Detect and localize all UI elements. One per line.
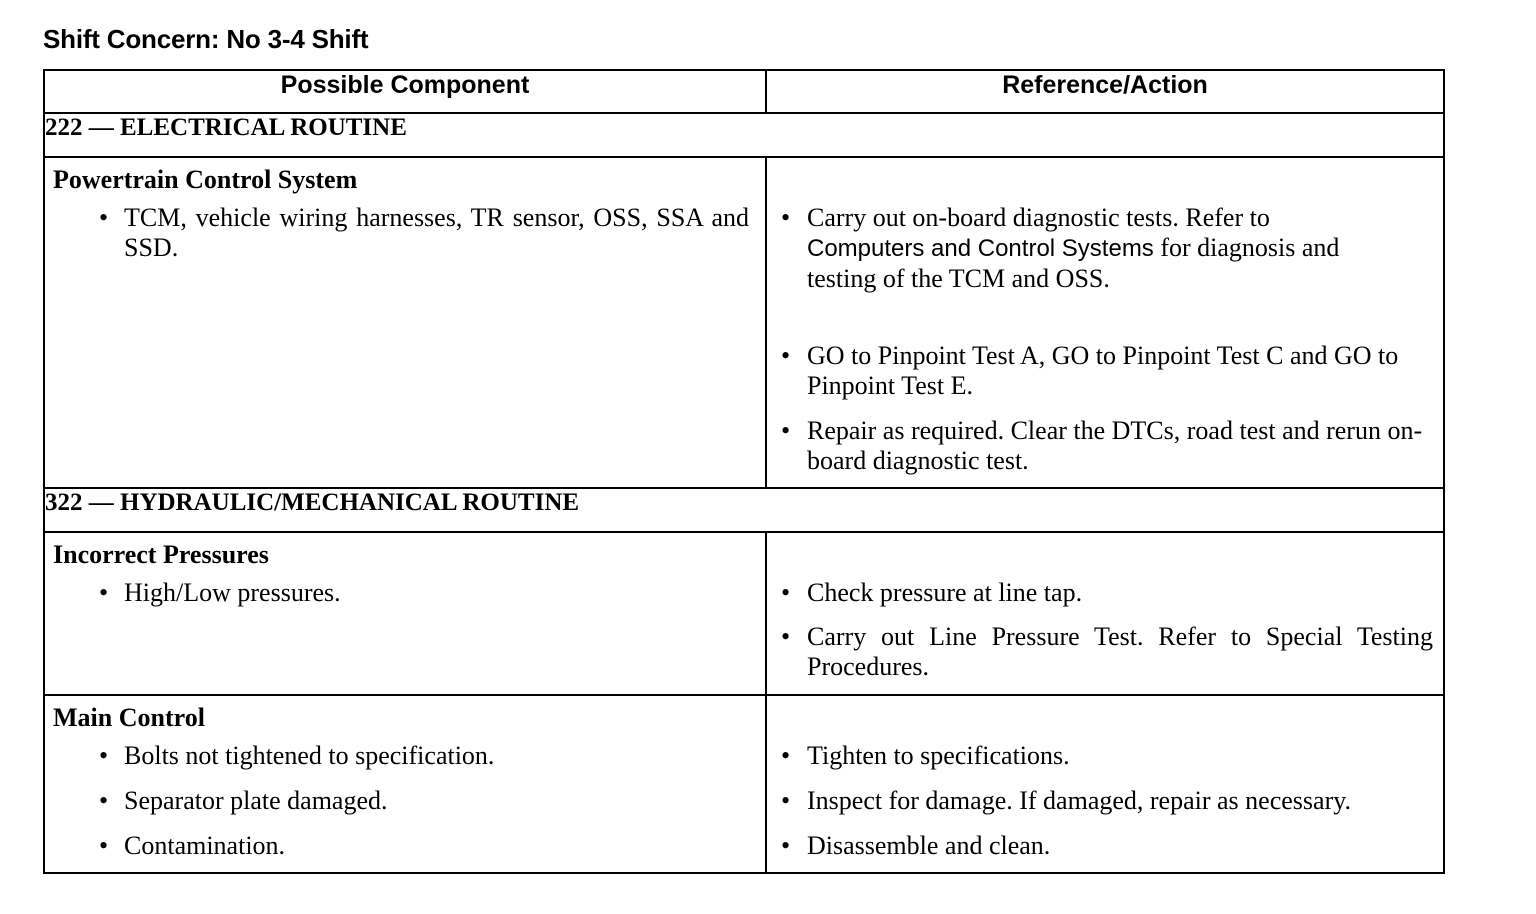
- bullet-glyph: •: [781, 203, 791, 232]
- list-item: [45, 578, 765, 608]
- action-item-text: Check pressure at line tap.: [807, 578, 1083, 607]
- bullet-glyph: •: [781, 741, 791, 770]
- list-item: [767, 741, 1443, 771]
- action-item-text: Carry out Line Pressure Test. Refer to Special Testing Procedures.: [807, 622, 1433, 681]
- bullet-glyph: •: [781, 622, 791, 651]
- bullet-glyph: •: [781, 831, 791, 860]
- column-header-possible-component: Possible Component: [44, 70, 766, 113]
- action-item-text: Disassemble and clean.: [807, 831, 1051, 860]
- list-item: [767, 416, 1443, 476]
- component-item-text: TCM, vehicle wiring harnesses, TR sensor, OSS, SSA and SSD.: [124, 203, 749, 262]
- component-heading: Main Control: [53, 703, 205, 732]
- component-heading: Incorrect Pressures: [53, 540, 269, 569]
- component-item-text: High/Low pressures.: [124, 578, 341, 607]
- action-cell-powertrain: [766, 157, 1444, 488]
- reference-link-computers-control-systems[interactable]: Computers and Control Systems: [807, 235, 1154, 262]
- bullet-glyph: •: [99, 203, 109, 232]
- component-item-text: Bolts not tightened to specification.: [124, 741, 495, 770]
- list-item: [45, 786, 765, 816]
- list-item: [45, 741, 765, 771]
- page-title: Shift Concern: No 3-4 Shift: [43, 24, 369, 54]
- component-heading: Powertrain Control System: [53, 165, 358, 194]
- column-header-reference-action: Reference/Action: [766, 70, 1444, 113]
- bullet-glyph: •: [781, 341, 791, 370]
- list-item: [45, 831, 765, 861]
- component-item-text: Contamination.: [124, 831, 286, 860]
- routine-heading-322: 322 — HYDRAULIC/MECHANICAL ROUTINE: [44, 488, 1444, 532]
- component-item-text: Separator plate damaged.: [124, 786, 388, 815]
- routine-row-222: [44, 113, 1444, 157]
- bullet-glyph: •: [99, 831, 109, 860]
- list-item: [45, 203, 765, 263]
- action-item-text: Tighten to specifications.: [807, 741, 1070, 770]
- list-item: [767, 578, 1443, 608]
- table-row-pressures: [44, 532, 1444, 695]
- table-header-row: [44, 70, 1444, 113]
- list-item: [767, 203, 1443, 294]
- list-item: [767, 341, 1443, 401]
- list-item: [767, 831, 1443, 861]
- bullet-glyph: •: [781, 416, 791, 445]
- bullet-glyph: •: [99, 786, 109, 815]
- action-item-text: GO to Pinpoint Test A, GO to Pinpoint Test C and GO to Pinpoint Test E.: [807, 341, 1399, 400]
- action-cell-pressures: [766, 532, 1444, 695]
- routine-row-322: [44, 488, 1444, 532]
- action-text-line3: testing of the TCM and OSS.: [807, 264, 1110, 293]
- bullet-glyph: •: [781, 578, 791, 607]
- bullet-glyph: •: [99, 741, 109, 770]
- list-item: [767, 622, 1443, 682]
- table-row-main-control: [44, 695, 1444, 873]
- table-row-powertrain: [44, 157, 1444, 488]
- action-item-text: Repair as required. Clear the DTCs, road test and rerun on-board diagnostic test.: [807, 416, 1423, 475]
- component-cell-pressures: [44, 532, 766, 695]
- action-item-text: Inspect for damage. If damaged, repair as necessary.: [807, 786, 1352, 815]
- action-item-text: [807, 203, 1433, 294]
- bullet-glyph: •: [99, 578, 109, 607]
- routine-heading-222: 222 — ELECTRICAL ROUTINE: [44, 113, 1444, 157]
- component-cell-main-control: [44, 695, 766, 873]
- action-cell-main-control: [766, 695, 1444, 873]
- action-text-pre: Carry out on-board diagnostic tests. Refer to: [807, 203, 1270, 232]
- diagnostic-table: [43, 69, 1445, 874]
- list-item: [767, 786, 1443, 816]
- bullet-glyph: •: [781, 786, 791, 815]
- action-text-post: for diagnosis and: [1160, 233, 1340, 262]
- component-cell-powertrain: [44, 157, 766, 488]
